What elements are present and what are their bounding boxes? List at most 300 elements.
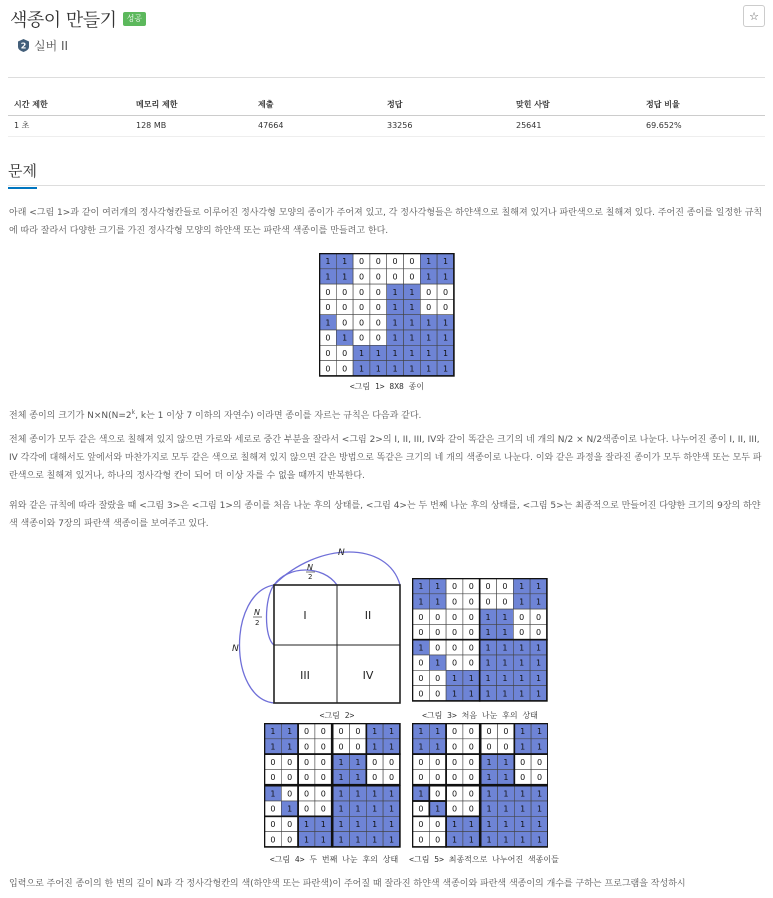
- table-cell: 47664: [252, 115, 381, 136]
- problem-title-row: [10, 4, 146, 34]
- grid-cell-value: 0: [358, 257, 365, 267]
- grid-cell-value: 1: [426, 257, 432, 267]
- grid-cell-value: 1: [355, 835, 361, 845]
- grid-cell-value: 1: [485, 658, 491, 668]
- grid-cell-value: 0: [468, 804, 474, 814]
- grid-cell-value: 1: [435, 804, 441, 814]
- grid-cell-value: 0: [409, 272, 415, 282]
- grid-cell-value: 0: [520, 773, 526, 783]
- grid-cell-value: 1: [535, 658, 542, 668]
- grid-cell-value: 1: [536, 819, 543, 829]
- grid-cell-value: 0: [375, 318, 381, 328]
- grid-cell-value: 1: [451, 835, 458, 845]
- grid-cell-value: 1: [338, 819, 344, 829]
- tier-row[interactable]: [18, 37, 68, 54]
- grid-cell-value: 1: [409, 287, 415, 297]
- table-header: 제출: [252, 94, 381, 115]
- grid-cell-value: 0: [270, 804, 276, 814]
- grid-cell-value: 0: [375, 287, 381, 297]
- star-icon: ☆: [749, 10, 759, 23]
- grid-cell-value: 1: [375, 348, 381, 358]
- quadrant-label-4: IV: [362, 669, 374, 682]
- grid-cell-value: 0: [468, 789, 474, 799]
- grid-cell-value: 1: [426, 348, 432, 358]
- grid-cell-value: 1: [409, 364, 415, 374]
- grid-cell-value: 0: [519, 612, 525, 622]
- grid-cell-value: 0: [502, 582, 508, 592]
- grid-cell-value: 1: [442, 348, 449, 358]
- grid-cell-value: 0: [435, 757, 441, 767]
- grid-cell-value: 0: [468, 582, 474, 592]
- grid-cell-value: 1: [435, 727, 441, 737]
- problem-paragraph: 아래 <그림 1>과 같이 여러개의 정사각형칸들로 이루어진 정사각형 모양의 종이가 주어져 있고, 각 정사각형들은 하얀색으로 칠해져 있거나 파란색으로 칠해져 있다. 주어진 종이를 일정한 규칙에 따라 잘라서 다양한 크기를 가진 정사각형 모양의 하얀색 또는 파란색 색종이를 만들려고 한다.: [9, 208, 763, 236]
- grid-cell-value: 1: [287, 804, 293, 814]
- grid-cell-value: 0: [303, 742, 310, 752]
- grid-cell-value: 0: [270, 835, 276, 845]
- grid-cell-value: 0: [342, 287, 348, 297]
- grid-cell-value: 0: [442, 303, 449, 313]
- grid-cell-value: 1: [485, 689, 491, 699]
- grid-cell-value: 0: [325, 364, 331, 374]
- grid-cell-value: 1: [342, 257, 348, 267]
- grid-cell-value: 1: [342, 272, 348, 282]
- grid-cell-value: 0: [338, 742, 344, 752]
- grid-cell-value: 1: [468, 673, 474, 683]
- grid-cell-value: 0: [358, 272, 365, 282]
- grid-cell-value: 0: [536, 757, 543, 767]
- grid-cell-value: 0: [287, 835, 293, 845]
- grid-cell-value: 1: [435, 742, 441, 752]
- table-cell: 69.652%: [640, 115, 765, 136]
- grid-cell-value: 1: [418, 789, 424, 799]
- grid-cell-value: 0: [320, 757, 326, 767]
- grid-cell-value: 1: [325, 272, 331, 282]
- grid-cell-value: 0: [503, 727, 509, 737]
- grid-cell-value: 0: [418, 658, 424, 668]
- table-header: 정답 비율: [640, 94, 765, 115]
- grid-cell-value: 1: [520, 727, 526, 737]
- grid-cell-value: 0: [435, 789, 441, 799]
- grid-cell-value: 0: [325, 287, 331, 297]
- grid-cell-value: 1: [409, 348, 415, 358]
- grid-cell-value: 0: [435, 628, 441, 638]
- grid-cell-value: 0: [342, 348, 348, 358]
- grid-cell-value: 1: [426, 364, 432, 374]
- grid-cell-value: 0: [320, 789, 326, 799]
- grid-cell-value: 0: [358, 287, 365, 297]
- superscript: k: [131, 409, 136, 416]
- grid-cell-value: 1: [372, 742, 378, 752]
- grid-cell-value: 0: [468, 658, 474, 668]
- table-cell: 33256: [381, 115, 510, 136]
- figure-5-caption: <그림 5> 최종적으로 나누어진 색종이들: [409, 855, 559, 864]
- problem-paragraph: 입력으로 주어진 종이의 한 변의 길이 N과 각 정사각형칸의 색(하얀색 또는 파란색)이 주어질 때 잘라진 하얀색 색종이와 파란색 색종이의 개수를 구하는 프로그램을 작성하시: [9, 879, 686, 889]
- grid-cell-value: 1: [270, 789, 276, 799]
- grid-cell-value: 0: [418, 612, 424, 622]
- section-divider: [8, 185, 765, 186]
- grid-cell-value: 1: [486, 757, 492, 767]
- grid-cell-value: 0: [325, 348, 331, 358]
- grid-cell-value: 1: [342, 333, 348, 343]
- grid-cell-value: 0: [451, 612, 458, 622]
- tier-badge-icon: [18, 39, 29, 52]
- tier-label: 실버 II: [34, 39, 69, 53]
- grid-cell-value: 0: [388, 773, 395, 783]
- divider: [8, 77, 765, 78]
- problem-paragraph: 전체 종이가 모두 같은 색으로 칠해져 있지 않으면 가로와 세로로 중간 부분을 잘라서 <그림 2>의 I, II, III, IV와 같이 똑같은 크기의 네 개의 N/2 × N/2색종이로 나눈다. 나누어진 종이 I, II, III, IV 각각에 대해서도 앞에서와 마찬가지로 모두 같은 색으로 칠해져 있지 않으면 같은 방법으로 똑같은 크기의 네 개의 색종이로 나눈다. 이와 같은 과정을 잘라진 종이가 모두 하얀색 또는 모두 파란색으로 칠해져 있거나, 하나의 정사각형 칸이 되어 더 이상 자를 수 없을 때까지 반복한다.: [9, 435, 762, 481]
- grid-cell-value: 1: [320, 819, 326, 829]
- grid-cell-value: 0: [358, 333, 365, 343]
- grid-cell-value: 0: [342, 364, 348, 374]
- grid-cell-value: 1: [502, 689, 508, 699]
- grid-cell-value: 0: [358, 303, 365, 313]
- grid-cell-value: 1: [468, 819, 474, 829]
- grid-cell-value: 1: [535, 597, 542, 607]
- grid-cell-value: 0: [303, 773, 310, 783]
- table-cell: 25641: [510, 115, 640, 136]
- grid-cell-value: 1: [418, 582, 424, 592]
- figure-2-caption: <그림 2>: [319, 711, 355, 720]
- grid-cell-value: 1: [502, 612, 508, 622]
- grid-cell-value: 1: [451, 689, 458, 699]
- grid-cell-value: 0: [325, 303, 331, 313]
- grid-cell-value: 1: [503, 835, 509, 845]
- label-n-half-top-den: 2: [308, 573, 313, 581]
- grid-cell-value: 0: [392, 272, 398, 282]
- grid-cell-value: 0: [468, 727, 474, 737]
- figure-1-caption: <그림 1> 8X8 종이: [349, 382, 425, 391]
- grid-cell-value: 1: [503, 789, 509, 799]
- grid-cell-value: 1: [418, 597, 424, 607]
- grid-cell-value: 1: [418, 727, 424, 737]
- grid-cell-value: 1: [375, 364, 381, 374]
- grid-cell-value: 0: [418, 819, 424, 829]
- grid-cell-value: 1: [520, 789, 526, 799]
- grid-cell-value: 0: [342, 303, 348, 313]
- table-cell: 128 MB: [130, 115, 252, 136]
- grid-cell-value: 0: [451, 727, 458, 737]
- grid-cell-value: 1: [486, 789, 492, 799]
- grid-cell-value: 1: [486, 835, 492, 845]
- grid-cell-value: 1: [409, 333, 415, 343]
- grid-cell-value: 1: [536, 804, 543, 814]
- grid-cell-value: 1: [388, 742, 395, 752]
- grid-cell-value: 0: [451, 742, 458, 752]
- grid-cell-value: 0: [435, 643, 441, 653]
- grid-cell-value: 1: [442, 272, 449, 282]
- label-n-half-left-num: N: [254, 608, 260, 617]
- grid-cell-value: 1: [536, 742, 543, 752]
- grid-cell-value: 1: [426, 318, 432, 328]
- figure-2-diagram: [228, 543, 408, 708]
- grid-cell-value: 1: [355, 789, 361, 799]
- grid-cell-value: 1: [503, 804, 509, 814]
- grid-cell-value: 1: [442, 318, 449, 328]
- grid-cell-value: 1: [520, 819, 526, 829]
- grid-cell-value: 0: [355, 727, 361, 737]
- grid-cell-value: 0: [520, 757, 526, 767]
- figure-1-grid: [319, 253, 455, 378]
- grid-cell-value: 0: [451, 773, 458, 783]
- grid-cell-value: 0: [303, 789, 310, 799]
- grid-cell-value: 0: [435, 689, 441, 699]
- grid-cell-value: 1: [325, 257, 331, 267]
- grid-cell-value: 0: [485, 582, 491, 592]
- grid-cell-value: 0: [418, 773, 424, 783]
- grid-cell-value: 1: [485, 643, 491, 653]
- figure-4-caption: <그림 4> 두 번째 나눈 후의 상태: [269, 855, 399, 864]
- grid-cell-value: 1: [435, 597, 441, 607]
- grid-cell-value: 1: [372, 819, 378, 829]
- grid-cell-value: 0: [418, 757, 424, 767]
- grid-cell-value: 1: [442, 257, 449, 267]
- grid-cell-value: 0: [270, 773, 276, 783]
- grid-cell-value: 1: [536, 835, 543, 845]
- grid-cell-value: 1: [536, 789, 543, 799]
- grid-cell-value: 1: [503, 757, 509, 767]
- grid-cell-value: 1: [519, 658, 525, 668]
- grid-cell-value: 0: [303, 727, 310, 737]
- grid-cell-value: 0: [320, 742, 326, 752]
- grid-cell-value: 1: [418, 742, 424, 752]
- table-header-row: [8, 94, 765, 115]
- grid-cell-value: 1: [392, 348, 398, 358]
- grid-cell-value: 1: [468, 835, 474, 845]
- grid-cell-value: 1: [358, 348, 365, 358]
- grid-cell-value: 0: [392, 257, 398, 267]
- grid-cell-value: 1: [442, 333, 449, 343]
- grid-cell-value: 0: [435, 773, 441, 783]
- grid-cell-value: 0: [535, 628, 542, 638]
- grid-cell-value: 1: [451, 673, 458, 683]
- grid-cell-value: 1: [503, 819, 509, 829]
- grid-cell-value: 0: [375, 333, 381, 343]
- grid-cell-value: 0: [468, 643, 474, 653]
- grid-cell-value: 1: [358, 364, 365, 374]
- grid-cell-value: 0: [320, 727, 326, 737]
- grid-cell-value: 0: [451, 789, 458, 799]
- grid-cell-value: 1: [418, 643, 424, 653]
- grid-cell-value: 0: [435, 612, 441, 622]
- table-header: 정답: [381, 94, 510, 115]
- grid-cell-value: 0: [468, 757, 474, 767]
- star-button[interactable]: [743, 5, 765, 27]
- grid-cell-value: 0: [320, 804, 326, 814]
- grid-cell-value: 0: [409, 257, 415, 267]
- grid-cell-value: 0: [418, 628, 424, 638]
- label-n-half-left-den: 2: [255, 619, 260, 627]
- grid-cell-value: 0: [519, 628, 525, 638]
- grid-cell-value: 1: [502, 673, 508, 683]
- grid-cell-value: 0: [375, 272, 381, 282]
- grid-cell-value: 1: [338, 757, 344, 767]
- grid-cell-value: 0: [486, 742, 492, 752]
- label-n-left: N: [232, 644, 239, 654]
- page-title: 색종이 만들기: [10, 10, 117, 31]
- grid-cell-value: 1: [287, 727, 293, 737]
- grid-cell-value: 0: [451, 597, 458, 607]
- grid-cell-value: 1: [338, 804, 344, 814]
- grid-cell-value: 0: [418, 835, 424, 845]
- grid-cell-value: 1: [409, 303, 415, 313]
- grid-cell-value: 0: [325, 333, 331, 343]
- grid-cell-value: 1: [287, 742, 293, 752]
- paragraph-text: 전체 종이의 크기가 N×N(N=2: [9, 411, 132, 421]
- grid-cell-value: 1: [303, 819, 310, 829]
- grid-cell-value: 0: [358, 318, 365, 328]
- grid-cell-value: 0: [451, 582, 458, 592]
- grid-cell-value: 1: [338, 773, 344, 783]
- grid-cell-value: 1: [503, 773, 509, 783]
- grid-cell-value: 1: [485, 612, 491, 622]
- grid-cell-value: 0: [535, 612, 542, 622]
- grid-cell-value: 0: [486, 727, 492, 737]
- figure-3-grid: [412, 578, 548, 706]
- grid-cell-value: 0: [418, 804, 424, 814]
- label-n-top: N: [338, 548, 345, 558]
- grid-cell-value: 1: [426, 333, 432, 343]
- grid-cell-value: 0: [451, 658, 458, 668]
- figure-3-caption: <그림 3> 처음 나눈 후의 상태: [422, 711, 538, 720]
- grid-cell-value: 1: [468, 689, 474, 699]
- grid-cell-value: 1: [486, 773, 492, 783]
- grid-cell-value: 1: [372, 804, 378, 814]
- grid-cell-value: 0: [435, 835, 441, 845]
- grid-cell-value: 0: [303, 804, 310, 814]
- grid-cell-value: 0: [372, 773, 378, 783]
- grid-cell-value: 1: [388, 819, 395, 829]
- grid-cell-value: 1: [535, 582, 542, 592]
- grid-cell-value: 1: [338, 789, 344, 799]
- grid-cell-value: 1: [502, 658, 508, 668]
- grid-cell-value: 1: [270, 727, 276, 737]
- grid-cell-value: 1: [519, 582, 525, 592]
- grid-cell-value: 0: [451, 804, 458, 814]
- grid-cell-value: 0: [485, 597, 491, 607]
- grid-cell-value: 1: [355, 819, 361, 829]
- table-row: [8, 115, 765, 136]
- grid-cell-value: 1: [486, 804, 492, 814]
- grid-cell-value: 1: [485, 628, 491, 638]
- grid-cell-value: 1: [388, 789, 395, 799]
- problem-paragraph: 위와 같은 규칙에 따라 잘랐을 때 <그림 3>은 <그림 1>의 종이를 처음 나눈 후의 상태를, <그림 4>는 두 번째 나눈 후의 상태를, <그림 5>는 최종적으로 만들어진 다양한 크기의 9장의 하얀색 색종이와 7장의 파란색 색종이를 보여주고 있다.: [9, 501, 761, 529]
- grid-cell-value: 0: [442, 287, 449, 297]
- grid-cell-value: 1: [520, 804, 526, 814]
- grid-cell-value: 1: [442, 364, 449, 374]
- tier-number: 2: [20, 41, 27, 51]
- grid-cell-value: 0: [270, 819, 276, 829]
- grid-cell-value: 0: [468, 628, 474, 638]
- grid-cell-value: 1: [392, 287, 398, 297]
- grid-cell-value: 1: [451, 819, 458, 829]
- table-header: 맞힌 사람: [510, 94, 640, 115]
- grid-cell-value: 1: [519, 689, 525, 699]
- grid-cell-value: 1: [388, 835, 395, 845]
- grid-cell-value: 0: [451, 757, 458, 767]
- grid-cell-value: 1: [303, 835, 310, 845]
- grid-cell-value: 0: [468, 742, 474, 752]
- grid-cell-value: 1: [338, 835, 344, 845]
- grid-cell-value: 1: [486, 819, 492, 829]
- grid-cell-value: 0: [468, 612, 474, 622]
- quadrant-label-2: II: [364, 609, 372, 622]
- label-n-half-top-num: N: [307, 563, 313, 572]
- grid-cell-value: 0: [418, 673, 424, 683]
- grid-cell-value: 0: [287, 757, 293, 767]
- grid-cell-value: 1: [325, 318, 331, 328]
- grid-cell-value: 0: [342, 318, 348, 328]
- grid-cell-value: 1: [388, 727, 395, 737]
- grid-cell-value: 0: [372, 757, 378, 767]
- grid-cell-value: 0: [426, 287, 432, 297]
- grid-cell-value: 0: [270, 757, 276, 767]
- grid-cell-value: 1: [372, 835, 378, 845]
- grid-cell-value: 0: [536, 773, 543, 783]
- grid-cell-value: 1: [392, 303, 398, 313]
- grid-cell-value: 0: [435, 819, 441, 829]
- problem-info-table: [8, 94, 765, 137]
- grid-cell-value: 0: [503, 742, 509, 752]
- grid-cell-value: 1: [409, 318, 415, 328]
- grid-cell-value: 1: [392, 318, 398, 328]
- grid-cell-value: 0: [451, 628, 458, 638]
- figure-5-grid: [412, 723, 548, 851]
- grid-cell-value: 1: [519, 673, 525, 683]
- grid-cell-value: 0: [426, 303, 432, 313]
- grid-cell-value: 0: [468, 597, 474, 607]
- paragraph-text: , k는 1 이상 7 이하의 자연수) 이라면 종이를 자르는 규칙은 다음과 같다.: [135, 411, 422, 421]
- grid-cell-value: 0: [355, 742, 361, 752]
- quadrant-label-1: I: [303, 609, 307, 622]
- grid-cell-value: 0: [418, 689, 424, 699]
- grid-cell-value: 0: [502, 597, 508, 607]
- grid-cell-value: 1: [519, 643, 525, 653]
- grid-cell-value: 0: [320, 773, 326, 783]
- grid-cell-value: 0: [388, 757, 395, 767]
- grid-cell-value: 1: [435, 658, 441, 668]
- grid-cell-value: 1: [502, 628, 508, 638]
- grid-cell-value: 0: [303, 757, 310, 767]
- grid-cell-value: 1: [519, 597, 525, 607]
- grid-cell-value: 1: [372, 727, 378, 737]
- grid-cell-value: 1: [435, 582, 441, 592]
- figure-4-grid: [264, 723, 404, 851]
- quadrant-label-3: III: [300, 669, 310, 682]
- grid-cell-value: 0: [468, 773, 474, 783]
- status-badge: 성공: [123, 12, 146, 26]
- section-title: 문제: [8, 160, 37, 189]
- grid-cell-value: 0: [338, 727, 344, 737]
- grid-cell-value: 1: [426, 272, 432, 282]
- grid-cell-value: 1: [535, 673, 542, 683]
- grid-cell-value: 1: [535, 689, 542, 699]
- table-header: 메모리 제한: [130, 94, 252, 115]
- grid-cell-value: 0: [287, 789, 293, 799]
- grid-cell-value: 0: [375, 257, 381, 267]
- grid-cell-value: 1: [485, 673, 491, 683]
- grid-cell-value: 1: [270, 742, 276, 752]
- grid-cell-value: 1: [520, 742, 526, 752]
- grid-cell-value: 1: [355, 773, 361, 783]
- grid-cell-value: 1: [392, 364, 398, 374]
- grid-cell-value: 1: [320, 835, 326, 845]
- grid-cell-value: 0: [451, 643, 458, 653]
- grid-cell-value: 0: [287, 773, 293, 783]
- grid-cell-value: 1: [372, 789, 378, 799]
- grid-cell-value: 1: [388, 804, 395, 814]
- problem-paragraph: [9, 404, 765, 425]
- grid-cell-value: 0: [287, 819, 293, 829]
